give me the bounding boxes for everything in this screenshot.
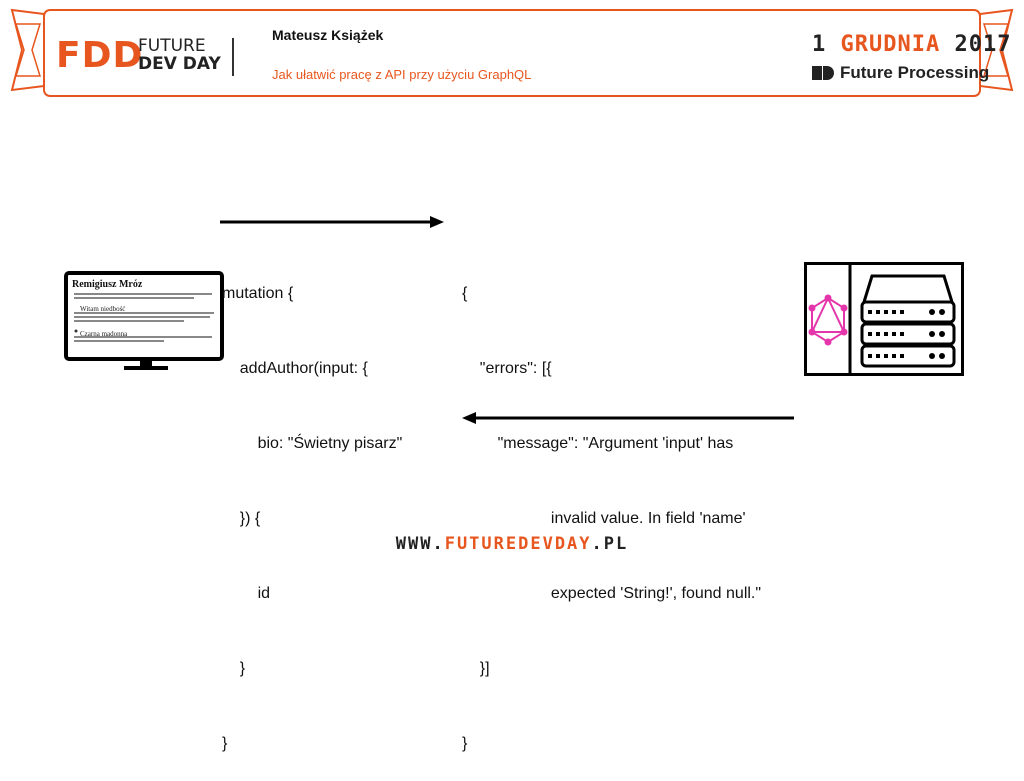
client-section-1: Witam niedbość bbox=[80, 305, 126, 313]
logo-future: FUTURE bbox=[138, 36, 206, 56]
footer-prefix: WWW. bbox=[395, 534, 445, 554]
date-month: GRUDNIA bbox=[840, 32, 941, 57]
future-processing-icon bbox=[812, 66, 834, 80]
code-line: bio: "Świetny pisarz" bbox=[222, 435, 403, 452]
date-year: 2017 bbox=[954, 32, 1012, 57]
code-line: } bbox=[222, 660, 246, 677]
arrow-right-icon bbox=[218, 214, 446, 230]
code-line: id bbox=[222, 585, 271, 602]
date-day: 1 bbox=[812, 32, 827, 57]
footer-brand: FUTUREDEVDAY bbox=[444, 534, 592, 554]
code-line: invalid value. In field 'name' bbox=[462, 510, 746, 527]
code-line: }] bbox=[462, 660, 490, 677]
code-line: } bbox=[462, 735, 468, 752]
talk-title: Jak ułatwić pracę z API przy użyciu GraphQL bbox=[272, 67, 532, 82]
code-line: mutation { bbox=[222, 285, 294, 302]
code-line: }) { bbox=[222, 510, 261, 527]
monitor-stand bbox=[124, 360, 168, 372]
fdd-logo: FDD bbox=[56, 35, 144, 76]
event-date bbox=[812, 32, 1011, 57]
code-line: "message": "Argument 'input' has bbox=[462, 435, 734, 452]
speaker-name: Mateusz Książek bbox=[272, 27, 384, 43]
code-line: addAuthor(input: { bbox=[222, 360, 368, 377]
logo-devday: DEV DAY bbox=[138, 54, 221, 74]
code-line: { bbox=[462, 285, 468, 302]
error-response bbox=[462, 231, 761, 781]
code-line: } bbox=[222, 735, 228, 752]
code-line: "errors": [{ bbox=[462, 360, 552, 377]
graphql-icon bbox=[808, 290, 848, 350]
client-section-2: Czarna madonna bbox=[80, 330, 128, 338]
client-page-title: Remigiusz Mróz bbox=[72, 279, 143, 290]
organizer-name: Future Processing bbox=[840, 63, 990, 82]
logo-divider bbox=[232, 38, 234, 76]
footer-url bbox=[0, 534, 1024, 554]
code-line: expected 'String!', found null." bbox=[462, 585, 762, 602]
mutation-request bbox=[222, 231, 402, 781]
footer-suffix: .PL bbox=[591, 534, 629, 554]
